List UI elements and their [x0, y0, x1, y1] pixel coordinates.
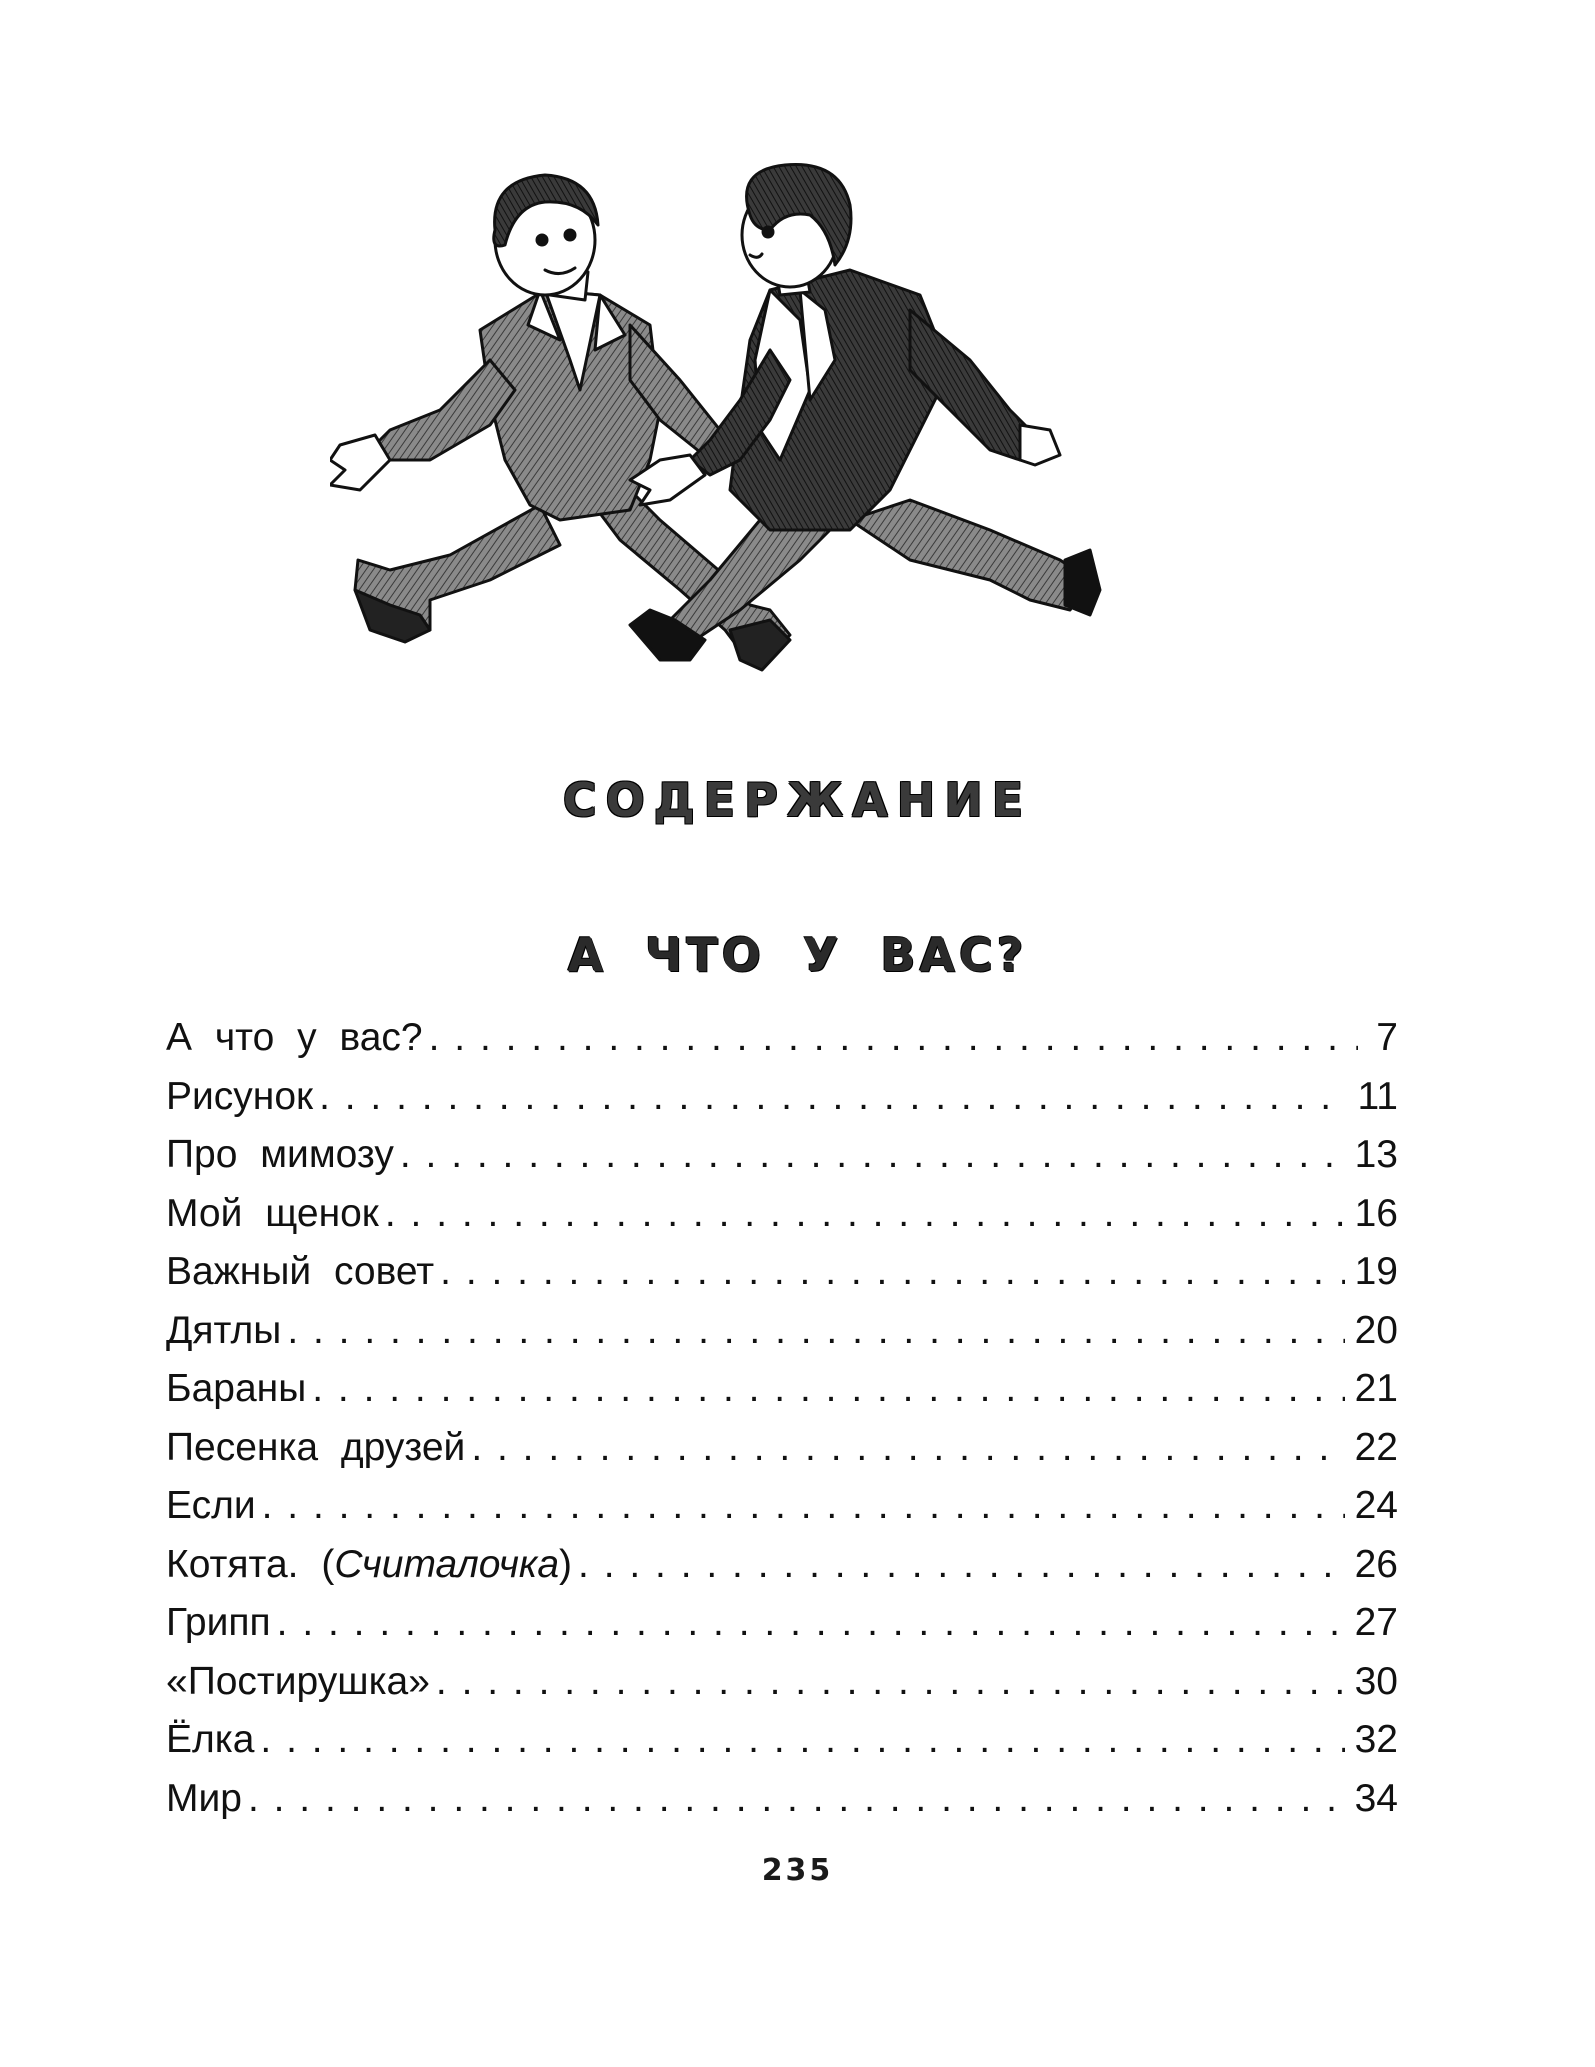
toc-entry-title: Мой щенок — [166, 1191, 379, 1235]
two-boys-illustration — [330, 160, 1250, 690]
toc-dot-leader — [277, 1594, 1345, 1653]
toc-entry-title: Мир — [166, 1776, 242, 1820]
toc-entry-yolka[interactable] — [166, 1711, 1398, 1770]
toc-entry-page: 16 — [1354, 1191, 1398, 1235]
toc-entry-gripp[interactable] — [166, 1594, 1398, 1653]
toc-dot-leader — [436, 1653, 1345, 1712]
toc-entry-pro-mimozu[interactable] — [166, 1126, 1398, 1185]
toc-entry-page: 22 — [1354, 1425, 1398, 1469]
toc-dot-leader — [287, 1302, 1344, 1361]
toc-entry-title: А что у вас? — [166, 1016, 423, 1059]
toc-entry-page: 11 — [1357, 1074, 1398, 1118]
toc-entry-title: Рисунок — [166, 1074, 314, 1118]
toc-entry-moy-shchenok[interactable] — [166, 1185, 1398, 1244]
toc-entry-title — [166, 1536, 572, 1595]
toc-entry-risunok[interactable] — [166, 1068, 1398, 1127]
toc-dot-leader — [260, 1711, 1344, 1770]
two-boys-running-icon — [330, 160, 1250, 690]
toc-entry-title: Важный совет — [166, 1250, 435, 1293]
toc-dot-leader — [385, 1185, 1345, 1244]
toc-entry-title: Ёлка — [166, 1718, 255, 1761]
toc-entry-mir[interactable] — [166, 1770, 1398, 1829]
toc-dot-leader — [578, 1536, 1345, 1595]
toc-dot-leader — [319, 1068, 1347, 1127]
toc-entry-title: Грипп — [166, 1601, 271, 1644]
toc-entry-page: 13 — [1354, 1133, 1398, 1176]
toc-entry-page: 20 — [1354, 1308, 1398, 1352]
toc-entry-title: Про мимозу — [166, 1133, 394, 1176]
toc-entry-a-chto-u-vas[interactable] — [166, 1009, 1398, 1068]
toc-entry-subtitle: Считалочка — [334, 1542, 560, 1586]
toc-entry-dyatly[interactable] — [166, 1302, 1398, 1361]
toc-entry-title-end: ) — [559, 1542, 573, 1586]
section-title: А ЧТО У ВАС? — [567, 928, 1028, 982]
toc-dot-leader — [312, 1360, 1344, 1419]
toc-entry-kotyata[interactable] — [166, 1536, 1398, 1595]
toc-entry-postirushka[interactable] — [166, 1653, 1398, 1712]
toc-entry-esli[interactable] — [166, 1477, 1398, 1536]
toc-dot-leader — [262, 1477, 1345, 1536]
toc-entry-title: «Постирушка» — [166, 1659, 430, 1703]
toc-dot-leader — [440, 1243, 1344, 1302]
contents-title: СОДЕРЖАНИЕ — [562, 773, 1033, 827]
toc-dot-leader — [248, 1770, 1345, 1829]
toc-entry-page: 30 — [1354, 1659, 1398, 1703]
toc-entry-title-main: Котята. ( — [166, 1542, 335, 1586]
toc-entry-pesenka-druzey[interactable] — [166, 1419, 1398, 1478]
toc-entry-page: 27 — [1354, 1601, 1398, 1644]
toc-entry-title: Дятлы — [166, 1308, 282, 1352]
toc-entry-vazhnyy-sovet[interactable] — [166, 1243, 1398, 1302]
toc-entry-barany[interactable] — [166, 1360, 1398, 1419]
toc-entry-title: Песенка друзей — [166, 1425, 466, 1469]
toc-entry-page: 26 — [1354, 1542, 1398, 1586]
toc-entry-page: 24 — [1354, 1484, 1398, 1527]
toc-dot-leader — [400, 1126, 1345, 1185]
toc-entry-page: 19 — [1354, 1250, 1398, 1293]
toc-dot-leader — [429, 1009, 1358, 1068]
table-of-contents — [166, 1009, 1398, 1828]
toc-entry-page: 32 — [1354, 1718, 1398, 1761]
toc-entry-page: 21 — [1354, 1367, 1398, 1410]
toc-entry-page: 7 — [1376, 1016, 1398, 1059]
toc-entry-title: Если — [166, 1484, 256, 1527]
page-number: 235 — [761, 1853, 834, 1888]
toc-dot-leader — [471, 1419, 1344, 1478]
toc-entry-title: Бараны — [166, 1367, 307, 1410]
toc-entry-page: 34 — [1354, 1776, 1398, 1820]
